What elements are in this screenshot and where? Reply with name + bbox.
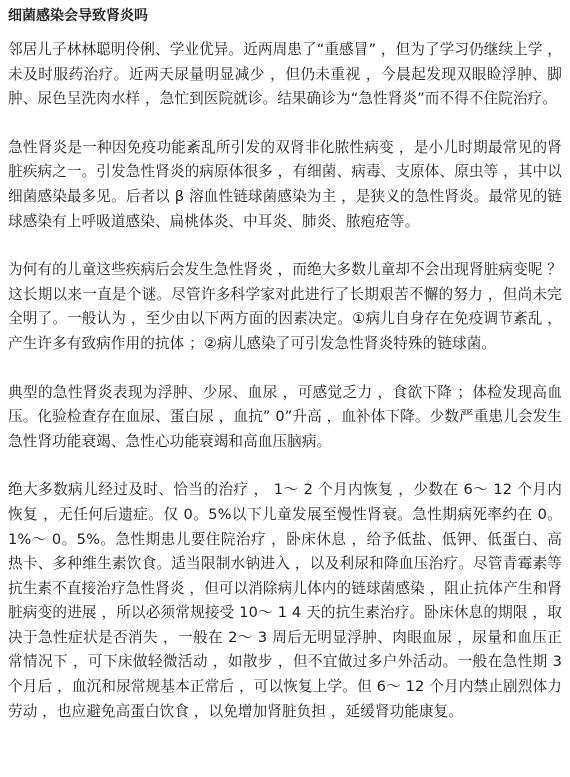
paragraph-treatment: 绝大多数病儿经过及时、恰当的治疗 ， 1～ 2 个月内恢复 ，少数在 6～ 12 个月内恢复 ，无任何后遗症。仅 0。5%以下儿童发展至慢性肾衰。急性期病死率约在 0。1%～ 0。5%。急性期患儿要住院治疗 ，卧床休息 ，给予低盐、低钾、低蛋白、高热卡、多种维生素饮食。适当限制水钠进入 ，以及利尿和降血压治疗。尽管青霉素等抗生素不直接治疗急性肾炎 ，但可以消除病儿体内的链球菌感染 ，阻止抗体产生和肾脏病变的进展 ，所以必须常规接受 10～ 1 4 天的抗生素治疗。卧床休息的期限 ，取决于急性症状是否消失 ，一般在 2～ 3 周后无明显浮肿、肉眼血尿 ，尿量和血压正常情况下 ，可下床做轻微活动 ，如散步 ，但不宜做过多户外活动。一般在急性期 3 个月后 ，血沉和尿常规基本正常后 ，可以恢复上学。但 6～ 12 个月内禁止剧烈体力劳动 ，也应避免高蛋白饮食 ，以免增加肾脏负担 ，延缓肾功能康复。 [8, 481, 562, 720]
paragraph-disease-definition: 急性肾炎是一种因免疫功能紊乱所引发的双肾非化脓性病变 ，是小儿时期最常见的肾脏疾病之一。引发急性肾炎的病原体很多 ，有细菌、病毒、支原体、原虫等 ，其中以细菌感染最多见。后者以 β 溶血性链球菌感染为主 ，是狭义的急性肾炎。最常见的链球感染有上呼吸道感染、扁桃体炎、中耳炎、肺炎、脓疱疮等。 [8, 138, 562, 230]
paragraph-symptoms: 典型的急性肾炎表现为浮肿、少尿、血尿 ，可感觉乏力 ，食欲下降 ；体检发现高血压。化验检查存在血尿、蛋白尿 ，血抗” 0”升高 ，血补体下降。少数严重患儿会发生急性肾功能衰竭、急性心功能衰竭和高血压脑病。 [8, 383, 562, 450]
article-title: 细菌感染会导致肾炎吗 [8, 8, 148, 24]
paragraph-case-story: 邻居儿子林林聪明伶俐、学业优异。近两周患了“重感冒” ，但为了学习仍继续上学 ，未及时服药治疗。近两天尿量明显减少 ，但仍未重视 ，今晨起发现双眼睑浮肿、脚肿、尿色呈洗肉水样 ，急忙到医院就诊。结果确诊为“急性肾炎”而不得不住院治疗。 [8, 41, 562, 108]
paragraph-causes: 为何有的儿童这些疾病后会发生急性肾炎 ，而绝大多数儿童却不会出现肾脏病变呢 ？这长期以来一直是个谜。尽管许多科学家对此进行了长期艰苦不懈的努力 ，但尚未完全明了。一般认为 ，至少由以下两方面的因素决定。①病儿自身存在免疫调节紊乱 ，产生许多有致病作用的抗体 ；②病儿感染了可引发急性肾炎特殊的链球菌。 [8, 261, 562, 352]
